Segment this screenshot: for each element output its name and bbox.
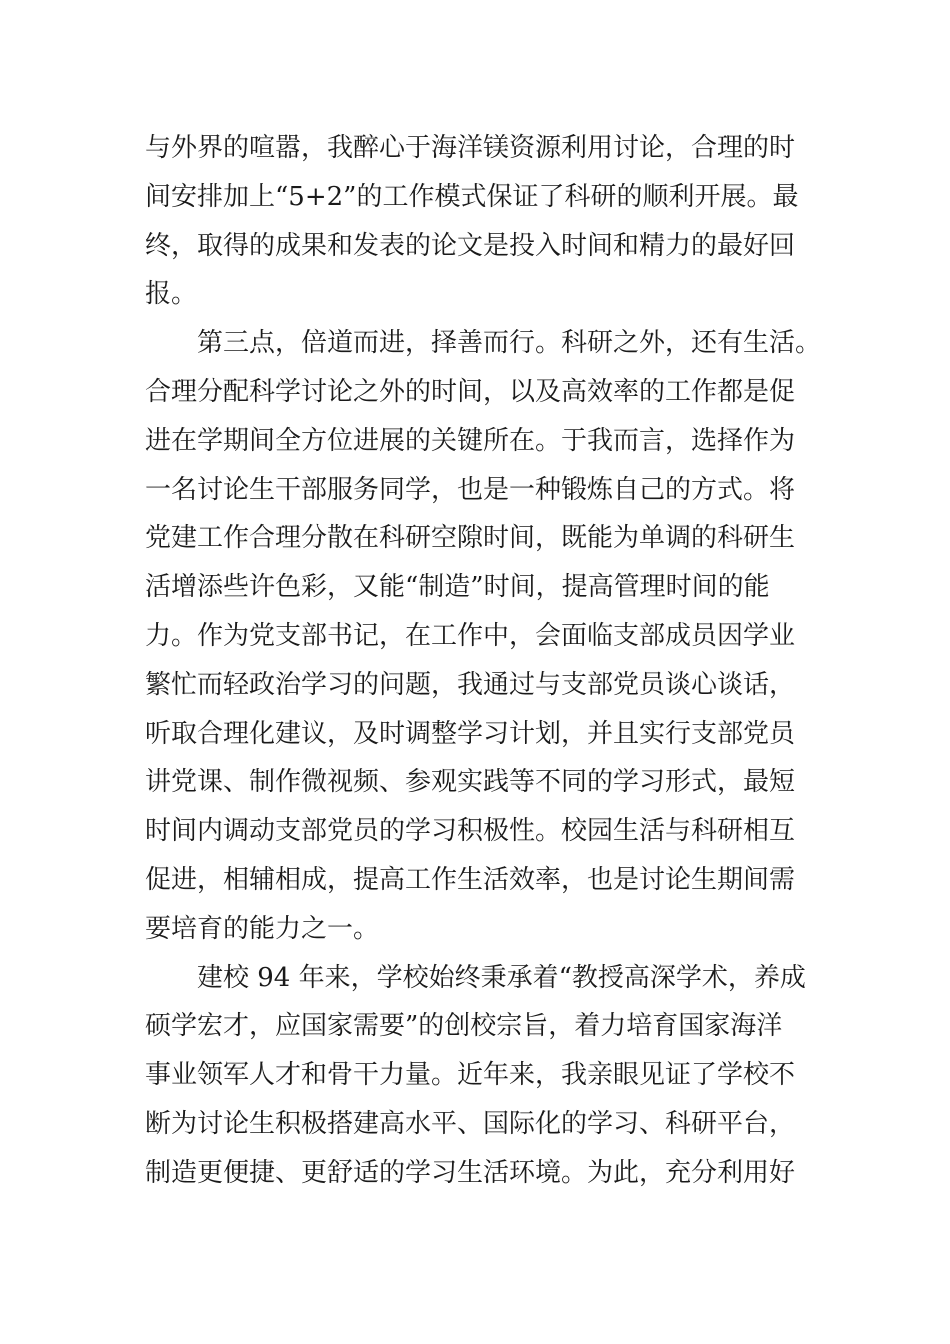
text-line: 活增添些许色彩，又能“制造”时间，提高管理时间的能	[145, 572, 770, 603]
text-line: 党建工作合理分散在科研空隙时间，既能为单调的科研生	[145, 523, 796, 554]
text-line: 终，取得的成果和发表的论文是投入时间和精力的最好回	[145, 230, 796, 261]
text-line: 断为讨论生积极搭建高水平、国际化的学习、科研平台，	[145, 1108, 796, 1139]
text-line: 制造更便捷、更舒适的学习生活环境。为此，充分利用好	[145, 1157, 796, 1188]
text-line: 繁忙而轻政治学习的问题，我通过与支部党员谈心谈话，	[145, 669, 796, 700]
text-line: 合理分配科学讨论之外的时间，以及高效率的工作都是促	[145, 376, 796, 407]
text-line: 促进，相辅相成，提高工作生活效率，也是讨论生期间需	[145, 864, 796, 895]
paragraph-3	[145, 954, 815, 1198]
text-line: 要培育的能力之一。	[145, 913, 380, 944]
text-line: 力。作为党支部书记，在工作中，会面临支部成员因学业	[145, 620, 796, 651]
text-line: 一名讨论生干部服务同学，也是一种锻炼自己的方式。将	[145, 474, 796, 505]
text-line: 进在学期间全方位进展的关键所在。于我而言，选择作为	[145, 425, 796, 456]
text-line: 间安排加上“5+2”的工作模式保证了科研的顺利开展。最	[145, 181, 799, 212]
text-line: 听取合理化建议，及时调整学习计划，并且实行支部党员	[145, 718, 796, 749]
text-line: 硕学宏才，应国家需要”的创校宗旨，着力培育国家海洋	[145, 1011, 783, 1042]
body-text	[145, 124, 822, 1198]
text-line: 讲党课、制作微视频、参观实践等不同的学习形式，最短	[145, 767, 796, 798]
text-line: 时间内调动支部党员的学习积极性。校园生活与科研相互	[145, 816, 796, 847]
text-line: 建校 94 年来，学校始终秉承着“教授高深学术，养成	[197, 962, 806, 993]
paragraph-2	[145, 319, 822, 953]
text-line: 第三点，倍道而进，择善而行。科研之外，还有生活。	[197, 328, 822, 359]
text-line: 事业领军人才和骨干力量。近年来，我亲眼见证了学校不	[145, 1060, 796, 1091]
paragraph-1	[145, 124, 815, 319]
text-line: 报。	[145, 279, 198, 310]
text-line: 与外界的喧嚣，我醉心于海洋镁资源利用讨论，合理的时	[145, 133, 796, 163]
